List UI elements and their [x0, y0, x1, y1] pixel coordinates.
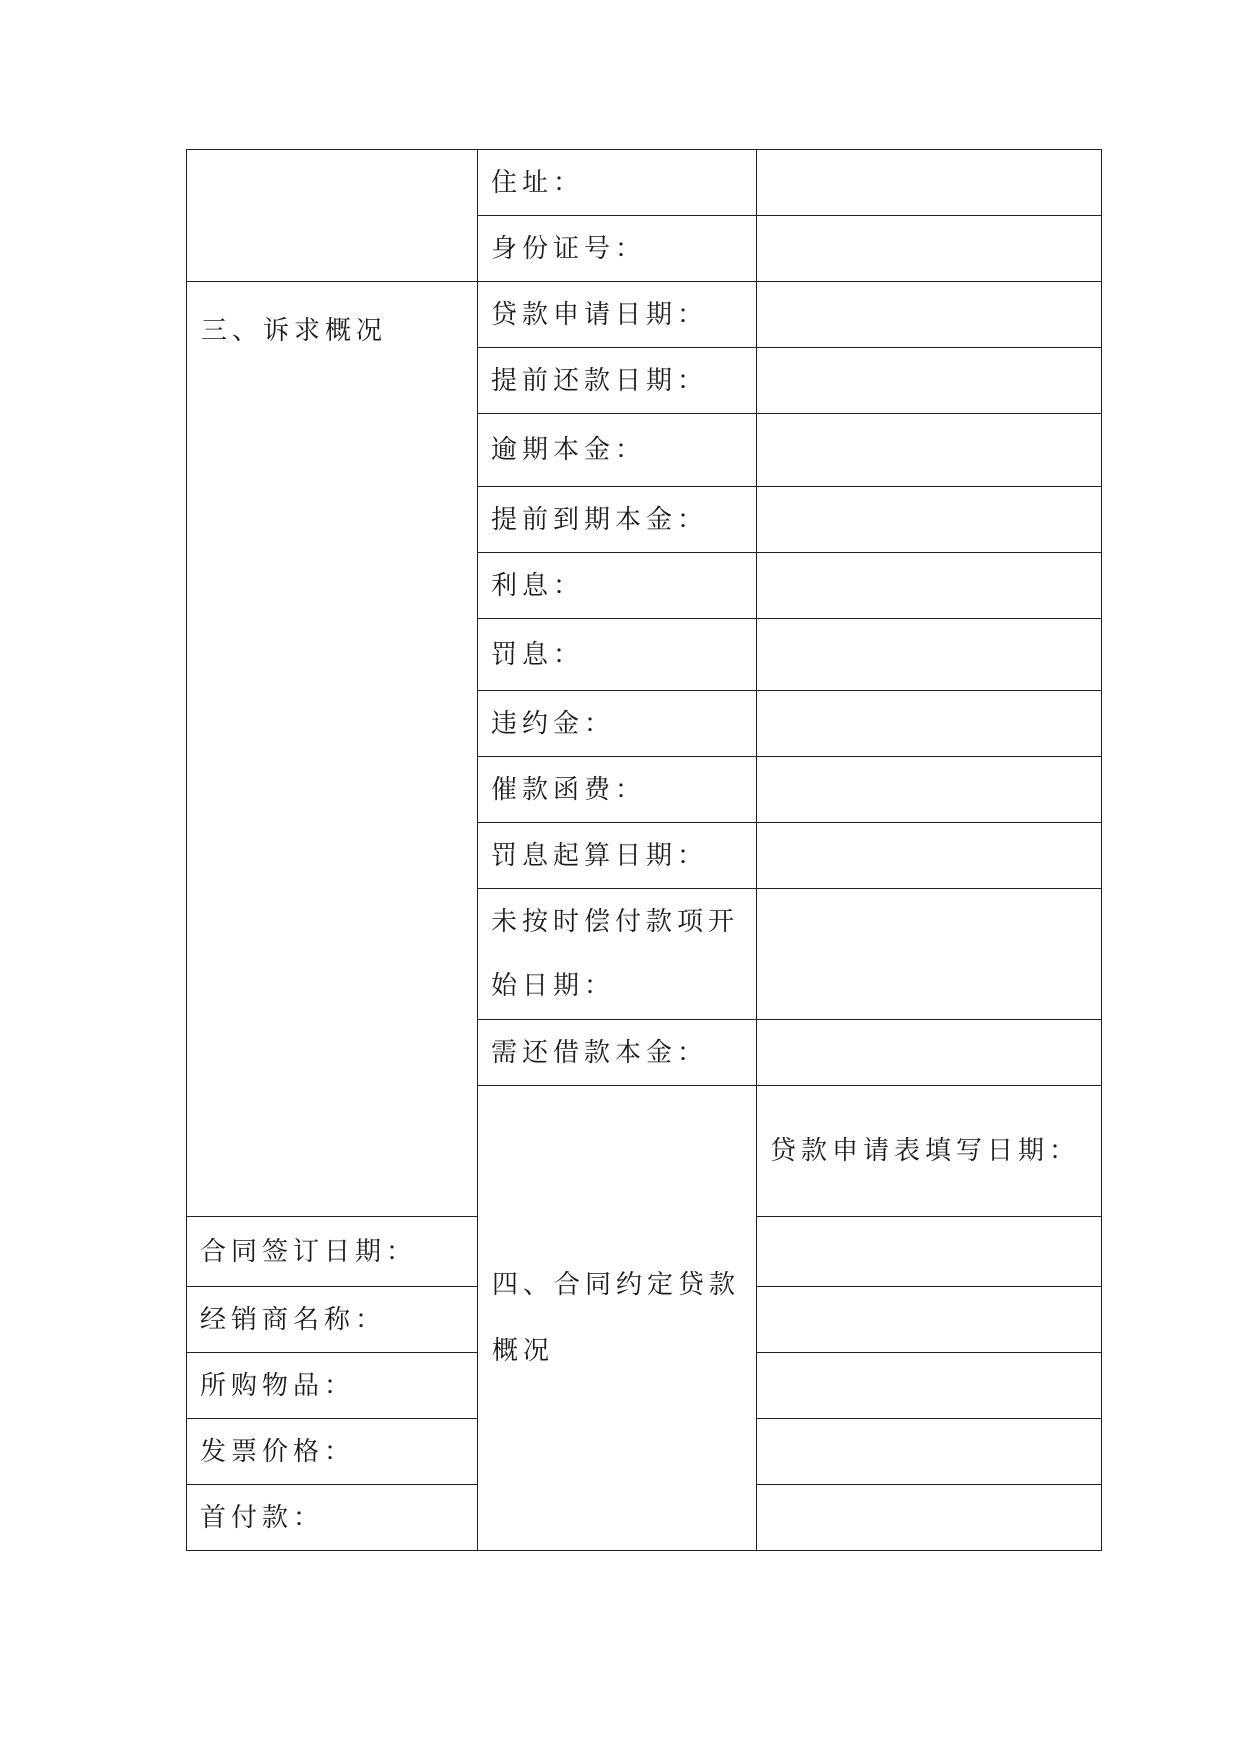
loan-apply-date-value-cell[interactable] [757, 282, 1102, 348]
dealer-name-value-cell[interactable] [757, 1287, 1102, 1353]
early-due-principal-label: 提前到期本金： [491, 504, 709, 535]
down-payment-label: 首付款： [200, 1502, 325, 1533]
section-3-cell [187, 282, 478, 1217]
liquidated-damages-value-cell[interactable] [757, 691, 1102, 757]
early-repay-date-value-cell[interactable] [757, 348, 1102, 414]
purchased-item-label: 所购物品： [200, 1370, 356, 1401]
section-3-title: 三、诉求概况 [201, 316, 388, 346]
principal-to-repay-value-cell[interactable] [757, 1020, 1102, 1086]
loan-apply-date-label: 贷款申请日期： [491, 299, 709, 330]
down-payment-value-cell[interactable] [757, 1485, 1102, 1551]
application-form-date-label: 贷款申请表填写日期： [770, 1136, 1081, 1166]
dealer-name-label: 经销商名称： [200, 1304, 387, 1335]
principal-to-repay-label: 需还借款本金： [491, 1037, 709, 1068]
section-2-continuation-cell [187, 150, 478, 282]
overdue-principal-value-cell[interactable] [757, 414, 1102, 487]
loan-case-form-table [186, 149, 1102, 1551]
penalty-start-date-value-cell[interactable] [757, 823, 1102, 889]
section-4-title: 四、合同约定贷款概况 [492, 1270, 741, 1366]
section-4-cell [478, 1086, 757, 1551]
collection-letter-fee-label: 催款函费： [491, 774, 647, 805]
row-address [187, 150, 1102, 216]
early-due-principal-value-cell[interactable] [757, 487, 1102, 553]
interest-label: 利息： [491, 570, 585, 601]
liquidated-damages-label: 违约金： [491, 708, 616, 739]
penalty-interest-value-cell[interactable] [757, 619, 1102, 691]
address-value-cell[interactable] [757, 150, 1102, 216]
id-number-value-cell[interactable] [757, 216, 1102, 282]
unpaid-start-date-value-cell[interactable] [757, 889, 1102, 1020]
overdue-principal-label: 逾期本金： [491, 435, 647, 465]
invoice-price-value-cell[interactable] [757, 1419, 1102, 1485]
contract-sign-date-label: 合同签订日期： [200, 1236, 418, 1267]
penalty-interest-label: 罚息： [491, 639, 585, 670]
contract-sign-date-value-cell[interactable] [757, 1217, 1102, 1287]
row-loan-apply-date [187, 282, 1102, 348]
unpaid-start-date-label: 未按时偿付款项开始日期： [491, 907, 740, 1001]
id-number-label: 身份证号： [491, 233, 647, 264]
collection-letter-fee-value-cell[interactable] [757, 757, 1102, 823]
purchased-item-value-cell[interactable] [757, 1353, 1102, 1419]
invoice-price-label: 发票价格： [200, 1436, 356, 1467]
interest-value-cell[interactable] [757, 553, 1102, 619]
address-label: 住址： [491, 167, 585, 198]
early-repay-date-label: 提前还款日期： [491, 365, 709, 396]
penalty-start-date-label: 罚息起算日期： [491, 840, 709, 871]
